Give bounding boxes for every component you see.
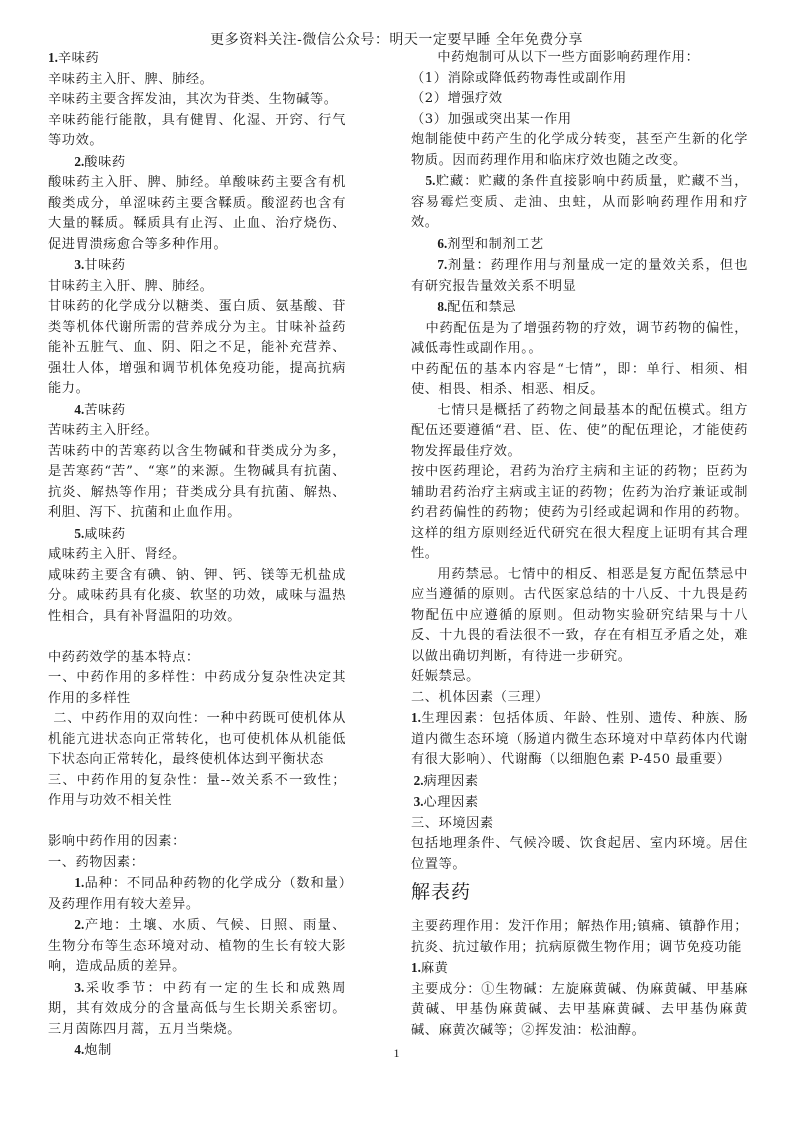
paragraph: 咸味药主要含有碘、钠、钾、钙、镁等无机盐成分。咸味药具有化痰、软坚的功效，咸味与温热性相合，具有补肾温阳的功效。 bbox=[48, 567, 346, 624]
body-factor-item: 3.心理因素 bbox=[413, 794, 479, 810]
feature-item: 一、中药作用的多样性：中药成分复杂性决定其作用的多样性 bbox=[48, 670, 346, 706]
paragraph: 主要成分：①生物碱：左旋麻黄碱、伪麻黄碱、甲基麻黄碱、甲基伪麻黄碱、去甲基麻黄碱、去甲基伪麻黄碱、麻黄次碱等；②挥发油：松油醇。 bbox=[411, 981, 748, 1038]
factor-item: 5.贮藏：贮藏的条件直接影响中药质量，贮藏不当，容易霉烂变质、走油、虫蛀，从而影响药理作用和疗效。 bbox=[411, 173, 748, 230]
left-column bbox=[48, 48, 346, 1062]
paragraph: 苦味药主入肝经。 bbox=[48, 423, 159, 438]
paragraph: 咸味药主入肝、肾经。 bbox=[48, 547, 186, 562]
paragraph: 甘味药主入肝、脾、肺经。 bbox=[48, 278, 214, 294]
features-title: 中药药效学的基本特点： bbox=[48, 649, 200, 665]
paragraph: 中药配伍的基本内容是“七情”，即：单行、相须、相使、相畏、相杀、相恶、相反。 bbox=[411, 361, 748, 397]
feature-item: 二、中药作用的双向性：一种中药既可使机体从机能亢进状态向正常转化，也可使机体从机能低下状态向正常转化，最终使机体达到平衡状态 bbox=[48, 711, 346, 767]
section-heading-xin: 1.辛味药 bbox=[48, 50, 100, 66]
factor-item: 2.产地：土壤、水质、气候、日照、雨量、生物分布等生态环境对动、植物的生长有较大影响，造成品质的差异。 bbox=[48, 917, 346, 974]
section-heading-jiebiao: 解表药 bbox=[411, 881, 472, 903]
factors-title: 影响中药作用的因素： bbox=[48, 834, 186, 849]
paragraph: 包括地理条件、气候冷暖、饮食起居、室内环境。居住位置等。 bbox=[411, 836, 748, 872]
paragraph: 酸味药主入肝、脾、肺经。单酸味药主要含有机酸类成分，单涩味药主要含鞣质。酸涩药也含有大量的鞣质。鞣质具有止泻、止血、治疗烧伤、促进胃溃疡愈合等多种作用。 bbox=[48, 175, 346, 252]
paragraph: 中药配伍是为了增强药物的疗效，调节药物的偏性，减低毒性或副作用。。 bbox=[411, 320, 748, 356]
paragraph: 炮制能使中药产生的化学成分转变，甚至产生新的化学物质。因而药理作用和临床疗效也随之改变。 bbox=[411, 132, 748, 168]
body-factors-title: 二、机体因素（三理） bbox=[411, 689, 549, 705]
processing-intro: 中药炮制可从以下一些方面影响药理作用： bbox=[437, 50, 700, 65]
processing-item: （1）消除或降低药物毒性或副作用 bbox=[411, 70, 627, 86]
feature-item: 三、中药作用的复杂性：量--效关系不一致性；作用与功效不相关性 bbox=[48, 772, 346, 808]
env-factors-title: 三、环境因素 bbox=[411, 815, 494, 831]
body-factor-item: 2.病理因素 bbox=[413, 772, 479, 789]
factor-item: 6.剂型和制剂工艺 bbox=[437, 235, 544, 252]
processing-item: （3）加强或突出某一作用 bbox=[411, 111, 572, 127]
processing-item: （2）增强疗效 bbox=[411, 91, 503, 106]
right-column bbox=[411, 48, 748, 1041]
factor-item: 8.配伍和禁忌 bbox=[437, 299, 517, 315]
paragraph: 苦味药中的苦寒药以含生物碱和苷类成分为多，是苦寒药“苦”、“寒”的来源。生物碱具有抗菌、抗炎、解热等作用；苷类成分具有抗菌、解热、利胆、泻下、抗菌和止血作用。 bbox=[48, 443, 346, 520]
paragraph: 主要药理作用：发汗作用；解热作用;镇痛、镇静作用；抗炎、抗过敏作用；抗病原微生物作用；调节免疫功能 bbox=[411, 919, 748, 955]
herb-heading: 1.麻黄 bbox=[411, 960, 449, 976]
page-header: 更多资料关注-微信公众号：明天一定要早睡 全年免费分享 bbox=[210, 32, 583, 48]
paragraph: 用药禁忌。七情中的相反、相恶是复方配伍禁忌中应当遵循的原则。古代医家总结的十八反、十九畏是药物配伍中应遵循的原则。但动物实验研究结果与十八反、十九畏的看法很不一致，存在有相互矛盾之处，难以做出确切判断，有待进一步研究。 bbox=[411, 566, 748, 664]
factor-item: 7.剂量：药理作用与剂量成一定的量效关系，但也有研究报告量效关系不明显 bbox=[411, 257, 748, 294]
section-heading-ku: 4.苦味药 bbox=[74, 401, 126, 418]
page-number: 1 bbox=[393, 1046, 400, 1060]
body-factor-item: 1.生理因素：包括体质、年龄、性别、遗传、种族、肠道内微生态环境（肠道内微生态环境对中草药体内代谢有很大影响）、代谢酶（以细胞色素 P-450 最重要） bbox=[411, 710, 748, 767]
factor-item: 3.采收季节：中药有一定的生长和成熟周期，其有效成分的含量高低与生长期关系密切。三月茵陈四月蒿，五月当柴烧。 bbox=[48, 979, 346, 1037]
paragraph: 按中医药理论，君药为治疗主病和主证的药物；臣药为辅助君药治疗主病或主证的药物；佐药为治疗兼证或制约君药偏性的药物；使药为引经或起调和作用的药物。这样的组方原则经近代研究在很大程度上证明有其合理性。 bbox=[411, 464, 748, 561]
factors-subtitle: 一、药物因素： bbox=[48, 854, 145, 870]
paragraph: 甘味药的化学成分以糖类、蛋白质、氨基酸、苷类等机体代谢所需的营养成分为主。甘味补益药能补五脏气、血、阴、阳之不足，能补充营养、强壮人体，增强和调节机体免疫功能，提高抗病能力。 bbox=[48, 299, 346, 396]
spacer bbox=[48, 627, 346, 648]
paragraph: 辛味药主入肝、脾、肺经。 bbox=[48, 71, 214, 87]
factor-item: 4.炮制 bbox=[74, 1042, 112, 1058]
spacer bbox=[48, 812, 346, 833]
paragraph: 七情只是概括了药物之间最基本的配伍模式。组方配伍还要遵循“君、臣、佐、使”的配伍理论，才能使药物发挥最佳疗效。 bbox=[411, 402, 748, 459]
section-heading-gan: 3.甘味药 bbox=[74, 257, 126, 273]
paragraph: 辛味药能行能散，具有健胃、化湿、开窍、行气等功效。 bbox=[48, 112, 346, 148]
section-heading-xian: 5.咸味药 bbox=[74, 525, 126, 542]
paragraph: 辛味药主要含挥发油，其次为苷类、生物碱等。 bbox=[48, 92, 338, 107]
factor-item: 1.品种：不同品种药物的化学成分（数和量）及药理作用有较大差异。 bbox=[48, 875, 346, 912]
paragraph: 妊娠禁忌。 bbox=[411, 669, 480, 684]
section-heading-suan: 2.酸味药 bbox=[74, 153, 126, 170]
